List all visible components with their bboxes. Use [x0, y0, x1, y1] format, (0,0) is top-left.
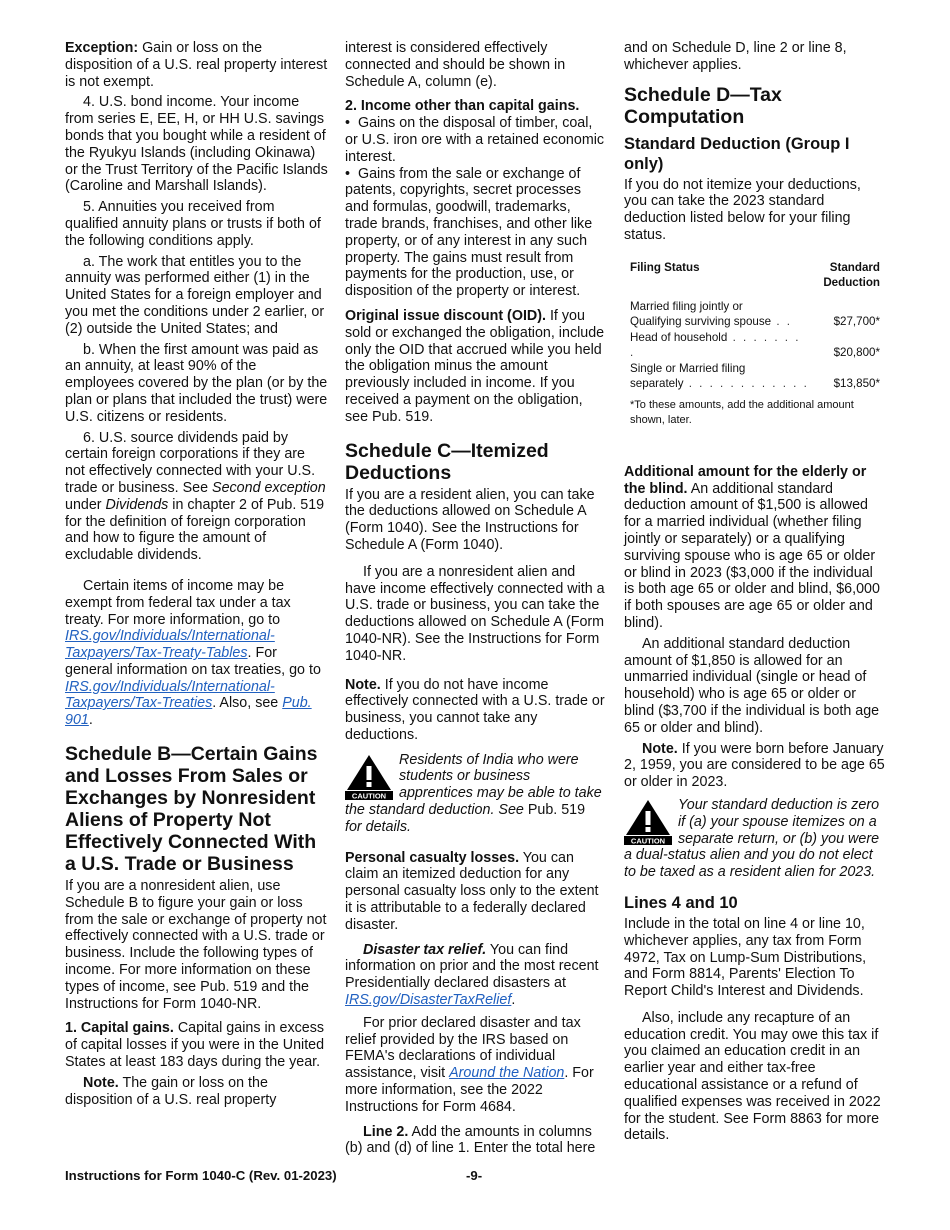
item-6	[65, 430, 328, 564]
item-6-text-3: in chapter 2 of Pub. 519 for the definition of foreign corporation and how to figure the amount of excludable dividends.	[65, 496, 325, 564]
treaty-paragraph	[65, 578, 328, 729]
bullet-item-1	[345, 115, 605, 165]
caution-text: Residents of India who were students or business apprentices may be able to take the standard deduction. See	[345, 751, 602, 819]
standard-deduction-header: Standard Deduction	[823, 260, 880, 290]
row-3-label-a: Single or Married filing	[630, 361, 746, 375]
pub-901-link[interactable]: Pub. 901	[65, 695, 312, 729]
schedule-c-p2: If you are a nonresident alien and have income effectively connected with a U.S. trade or business, you can take the deductions allowed on Schedule A (Form 1040-NR). See the Instructions for Form 1040-NR.	[345, 563, 605, 664]
row-1-label-a: Married filing jointly or	[630, 299, 743, 313]
treaty-text-3: . Also, see	[212, 695, 283, 712]
prior-text: For prior declared disaster and tax relief provided by the IRS based on FEMA's declarations of individual assistance, visit	[345, 1014, 581, 1082]
elderly-paragraph	[624, 464, 886, 632]
leader-dots: . . . . . . . . . . . .	[683, 377, 809, 391]
prior-disaster-paragraph	[345, 1015, 605, 1116]
bullet-item-2	[345, 166, 605, 300]
disaster-label: Disaster tax relief.	[363, 941, 487, 958]
item-6-italic-2: Dividends	[105, 496, 169, 513]
deduction-amount-cell: $27,700*	[833, 315, 880, 329]
note-text: If you do not have income effectively connected with a U.S. trade or business, you cannot take any deductions.	[345, 676, 605, 743]
svg-text:CAUTION: CAUTION	[630, 836, 666, 845]
item-4: 4. U.S. bond income. Your income from series E, EE, H, or HH U.S. savings bonds that you bought while a resident of the Ryukyu Islands (including Okinawa) or the Trust Territory of the Pacific Islands (Caroline and Marshall Islands).	[65, 94, 328, 195]
table-row	[624, 361, 886, 392]
row-3-label-b: separately	[630, 377, 684, 391]
leader-dots: . . . . . . . .	[630, 330, 801, 360]
filing-status-header: Filing Status	[630, 260, 700, 274]
bullet-text-2: Gains from the sale or exchange of patents, copyrights, secret processes and formulas, goodwill, trademarks, trade brands, franchises, and other like property, or of any interest in any such property. The gains must result from payments for the production, use, or disposition of the property or interest.	[345, 165, 593, 300]
continuation-text: and on Schedule D, line 2 or line 8, whichever applies.	[624, 40, 847, 73]
leader-dots: . .	[771, 315, 793, 329]
unmarried-paragraph: An additional standard deduction amount of $1,850 is allowed for an unmarried individual (single or head of household) who is age 65 or older or blind ($3,700 if the individual is both age 65 or older and blind).	[624, 635, 880, 736]
oid-text: If you sold or exchanged the obligation, include only the OID that accrued while you held the obligation minus the amount previously included in income. If you received a payment on the obligation, see Pub. 519.	[345, 307, 605, 425]
schedule-b-heading: Schedule B—Certain Gains and Losses From Sales or Exchanges by Nonresident Aliens of Property Not Effectively Connected With a U.S. Trade or Business	[65, 743, 318, 876]
item-6-text-2: under	[65, 496, 106, 513]
filing-status-cell	[624, 299, 816, 330]
caution-block	[624, 797, 886, 881]
filing-status-cell	[624, 330, 816, 361]
disaster-paragraph	[345, 942, 605, 1009]
treaty-text-1: Certain items of income may be exempt from federal tax under a tax treaty. For more information, go to	[65, 577, 291, 628]
line-2-label: Line 2.	[363, 1123, 409, 1140]
row-1-label-b: Qualifying surviving spouse	[630, 315, 772, 329]
tax-treaty-tables-link[interactable]: IRS.gov/Individuals/International-Taxpayers/Tax-Treaty-Tables	[65, 628, 275, 662]
continuation-text: interest is considered effectively connected and should be shown in Schedule A, column (e).	[345, 40, 566, 90]
lines-p2: Also, include any recapture of an education credit. You may owe this tax if you claimed an education credit in an earlier year and either tax-free educational assistance or a refund of qualified expenses was received in 2022 for the student. See Form 8863 for more details.	[624, 1009, 881, 1144]
note-paragraph	[624, 741, 886, 791]
other-income-heading	[345, 98, 605, 115]
other-income-label: 2. Income other than capital gains.	[345, 98, 580, 115]
note-paragraph	[65, 1075, 328, 1109]
bullet-icon: •	[345, 115, 351, 132]
caution-pub: Pub. 519	[527, 802, 586, 819]
column-2	[345, 40, 605, 1161]
deduction-amount-cell: $20,800*	[833, 346, 880, 360]
bullet-icon: •	[345, 165, 351, 182]
table-row	[624, 299, 886, 330]
disaster-text-end: .	[511, 992, 516, 1009]
row-2-label: Head of household	[630, 330, 728, 344]
caution-block	[345, 752, 605, 836]
oid-paragraph	[345, 308, 605, 426]
form-title: Instructions for Form 1040-C (Rev. 01-2023)	[65, 1168, 337, 1183]
note-text: If you were born before January 2, 1959, you are considered to be age 65 or older in 2023.	[624, 740, 885, 791]
schedule-c-heading: Schedule C—Itemized Deductions	[345, 439, 549, 484]
lines-4-10-heading: Lines 4 and 10	[624, 893, 738, 912]
schedule-d-heading: Schedule D—Tax Computation	[624, 83, 782, 128]
item-5a: a. The work that entitles you to the annuity was performed either (1) in the United States for a foreign employer and you met the conditions under 2 earlier, or (2) outside the United States; and	[65, 253, 325, 337]
item-6-text: 6. U.S. source dividends paid by certain foreign corporations if they are not effectively connected with your U.S. trade or business. See	[65, 429, 316, 496]
capital-gains-label: 1. Capital gains.	[65, 1020, 174, 1037]
schedule-c-p1: If you are a resident alien, you can take the deductions allowed on Schedule A (Form 1040). See the Instructions for Schedule A (Form 1040).	[345, 486, 595, 553]
lines-p1: Include in the total on line 4 or line 10, whichever applies, any tax from Form 4972, Tax on Lump-Sum Distributions, and Form 8814, Parents' Election To Report Child's Interest and Dividends.	[624, 915, 867, 1000]
standard-deduction-heading: Standard Deduction (Group I only)	[624, 134, 850, 173]
item-5: 5. Annuities you received from qualified annuity plans or trusts if both of the following conditions apply.	[65, 199, 321, 249]
item-6-italic-1: Second exception	[212, 479, 326, 496]
oid-label: Original issue discount (OID).	[345, 307, 546, 324]
prior-text-end: . For more information, see the 2022 Instructions for Form 4684.	[345, 1065, 594, 1115]
page-footer	[65, 1168, 886, 1183]
svg-text:CAUTION: CAUTION	[351, 791, 387, 800]
elderly-label: Additional amount for the elderly or the blind.	[624, 463, 867, 497]
disaster-tax-relief-link[interactable]: IRS.gov/DisasterTaxRelief	[345, 992, 512, 1009]
caution-text: Your standard deduction is zero if (a) your spouse itemizes on a separate return, or (b) you were a dual-status alien and you do not elect to be taxed as a resident alien for 2023.	[624, 796, 880, 881]
disaster-text: You can find information on prior and the most recent Presidentially declared disasters at	[345, 941, 599, 992]
caution-text-end: for details.	[345, 818, 411, 835]
casualty-text: You can claim an itemized deduction for any personal casualty loss only to the extent it is attributable to a federally declared disaster.	[345, 849, 599, 933]
casualty-paragraph	[345, 850, 605, 934]
treaty-text-4: .	[88, 712, 93, 729]
exception-label: Exception:	[65, 40, 139, 56]
column-3	[624, 40, 886, 1148]
caution-icon	[624, 799, 672, 845]
column-1	[65, 40, 328, 1112]
deduction-amount-cell: $13,850*	[833, 377, 880, 391]
around-the-nation-link[interactable]: Around the Nation	[449, 1065, 565, 1082]
exception-paragraph	[65, 40, 328, 90]
line-2-text: Add the amounts in columns (b) and (d) of line 1. Enter the total here	[345, 1123, 596, 1157]
line-2-paragraph	[345, 1124, 605, 1158]
standard-deduction-text: If you do not itemize your deductions, you can take the 2023 standard deduction listed below for your filing status.	[624, 176, 861, 243]
standard-deduction-table	[624, 260, 886, 392]
note-label: Note.	[642, 740, 678, 757]
table-footnote: *To these amounts, add the additional amount shown, later.	[630, 398, 854, 426]
page-number: -9-	[466, 1168, 483, 1183]
exception-text: Gain or loss on the disposition of a U.S. real property interest is not exempt.	[65, 40, 328, 90]
bullet-text-1: Gains on the disposal of timber, coal, or U.S. iron ore with a retained economic interest.	[345, 115, 605, 165]
tax-treaties-link[interactable]: IRS.gov/Individuals/International-Taxpayers/Tax-Treaties	[65, 678, 275, 712]
casualty-label: Personal casualty losses.	[345, 849, 520, 866]
capital-gains-text: Capital gains in excess of capital losses if you were in the United States at least 183 days during the year.	[65, 1020, 325, 1071]
note-label: Note.	[345, 676, 381, 693]
note-label: Note.	[83, 1074, 119, 1091]
treaty-text-2: . For general information on tax treaties, go to	[65, 645, 321, 678]
table-row	[624, 330, 886, 361]
item-5b: b. When the first amount was paid as an annuity, at least 90% of the employees covered by the plan (or by the plan or plans that included the trust) were U.S. citizens or residents.	[65, 341, 328, 425]
filing-status-cell	[624, 361, 816, 392]
elderly-text: An additional standard deduction amount of $1,500 is allowed for a married individual (whether filing jointly or separately) or a qualifying surviving spouse who is age 65 or older or blind in 2023 ($3,000 if the individual is both age 65 or older and blind, $6,000 if both spouses are age 65 or older and blind).	[624, 480, 880, 631]
schedule-b-text: If you are a nonresident alien, use Schedule B to figure your gain or loss from the sale or exchange of property not effectively connected with a U.S. trade or business. Include the following types of income. For more information on these types of income, see Pub. 519 and the Instructions for Form 1040-NR.	[65, 878, 327, 1012]
note-paragraph	[345, 677, 605, 744]
capital-gains-paragraph	[65, 1020, 328, 1070]
caution-icon	[345, 754, 393, 800]
table-header-row	[624, 260, 886, 299]
bullet-list	[345, 115, 605, 300]
note-text: The gain or loss on the disposition of a U.S. real property	[65, 1074, 277, 1108]
